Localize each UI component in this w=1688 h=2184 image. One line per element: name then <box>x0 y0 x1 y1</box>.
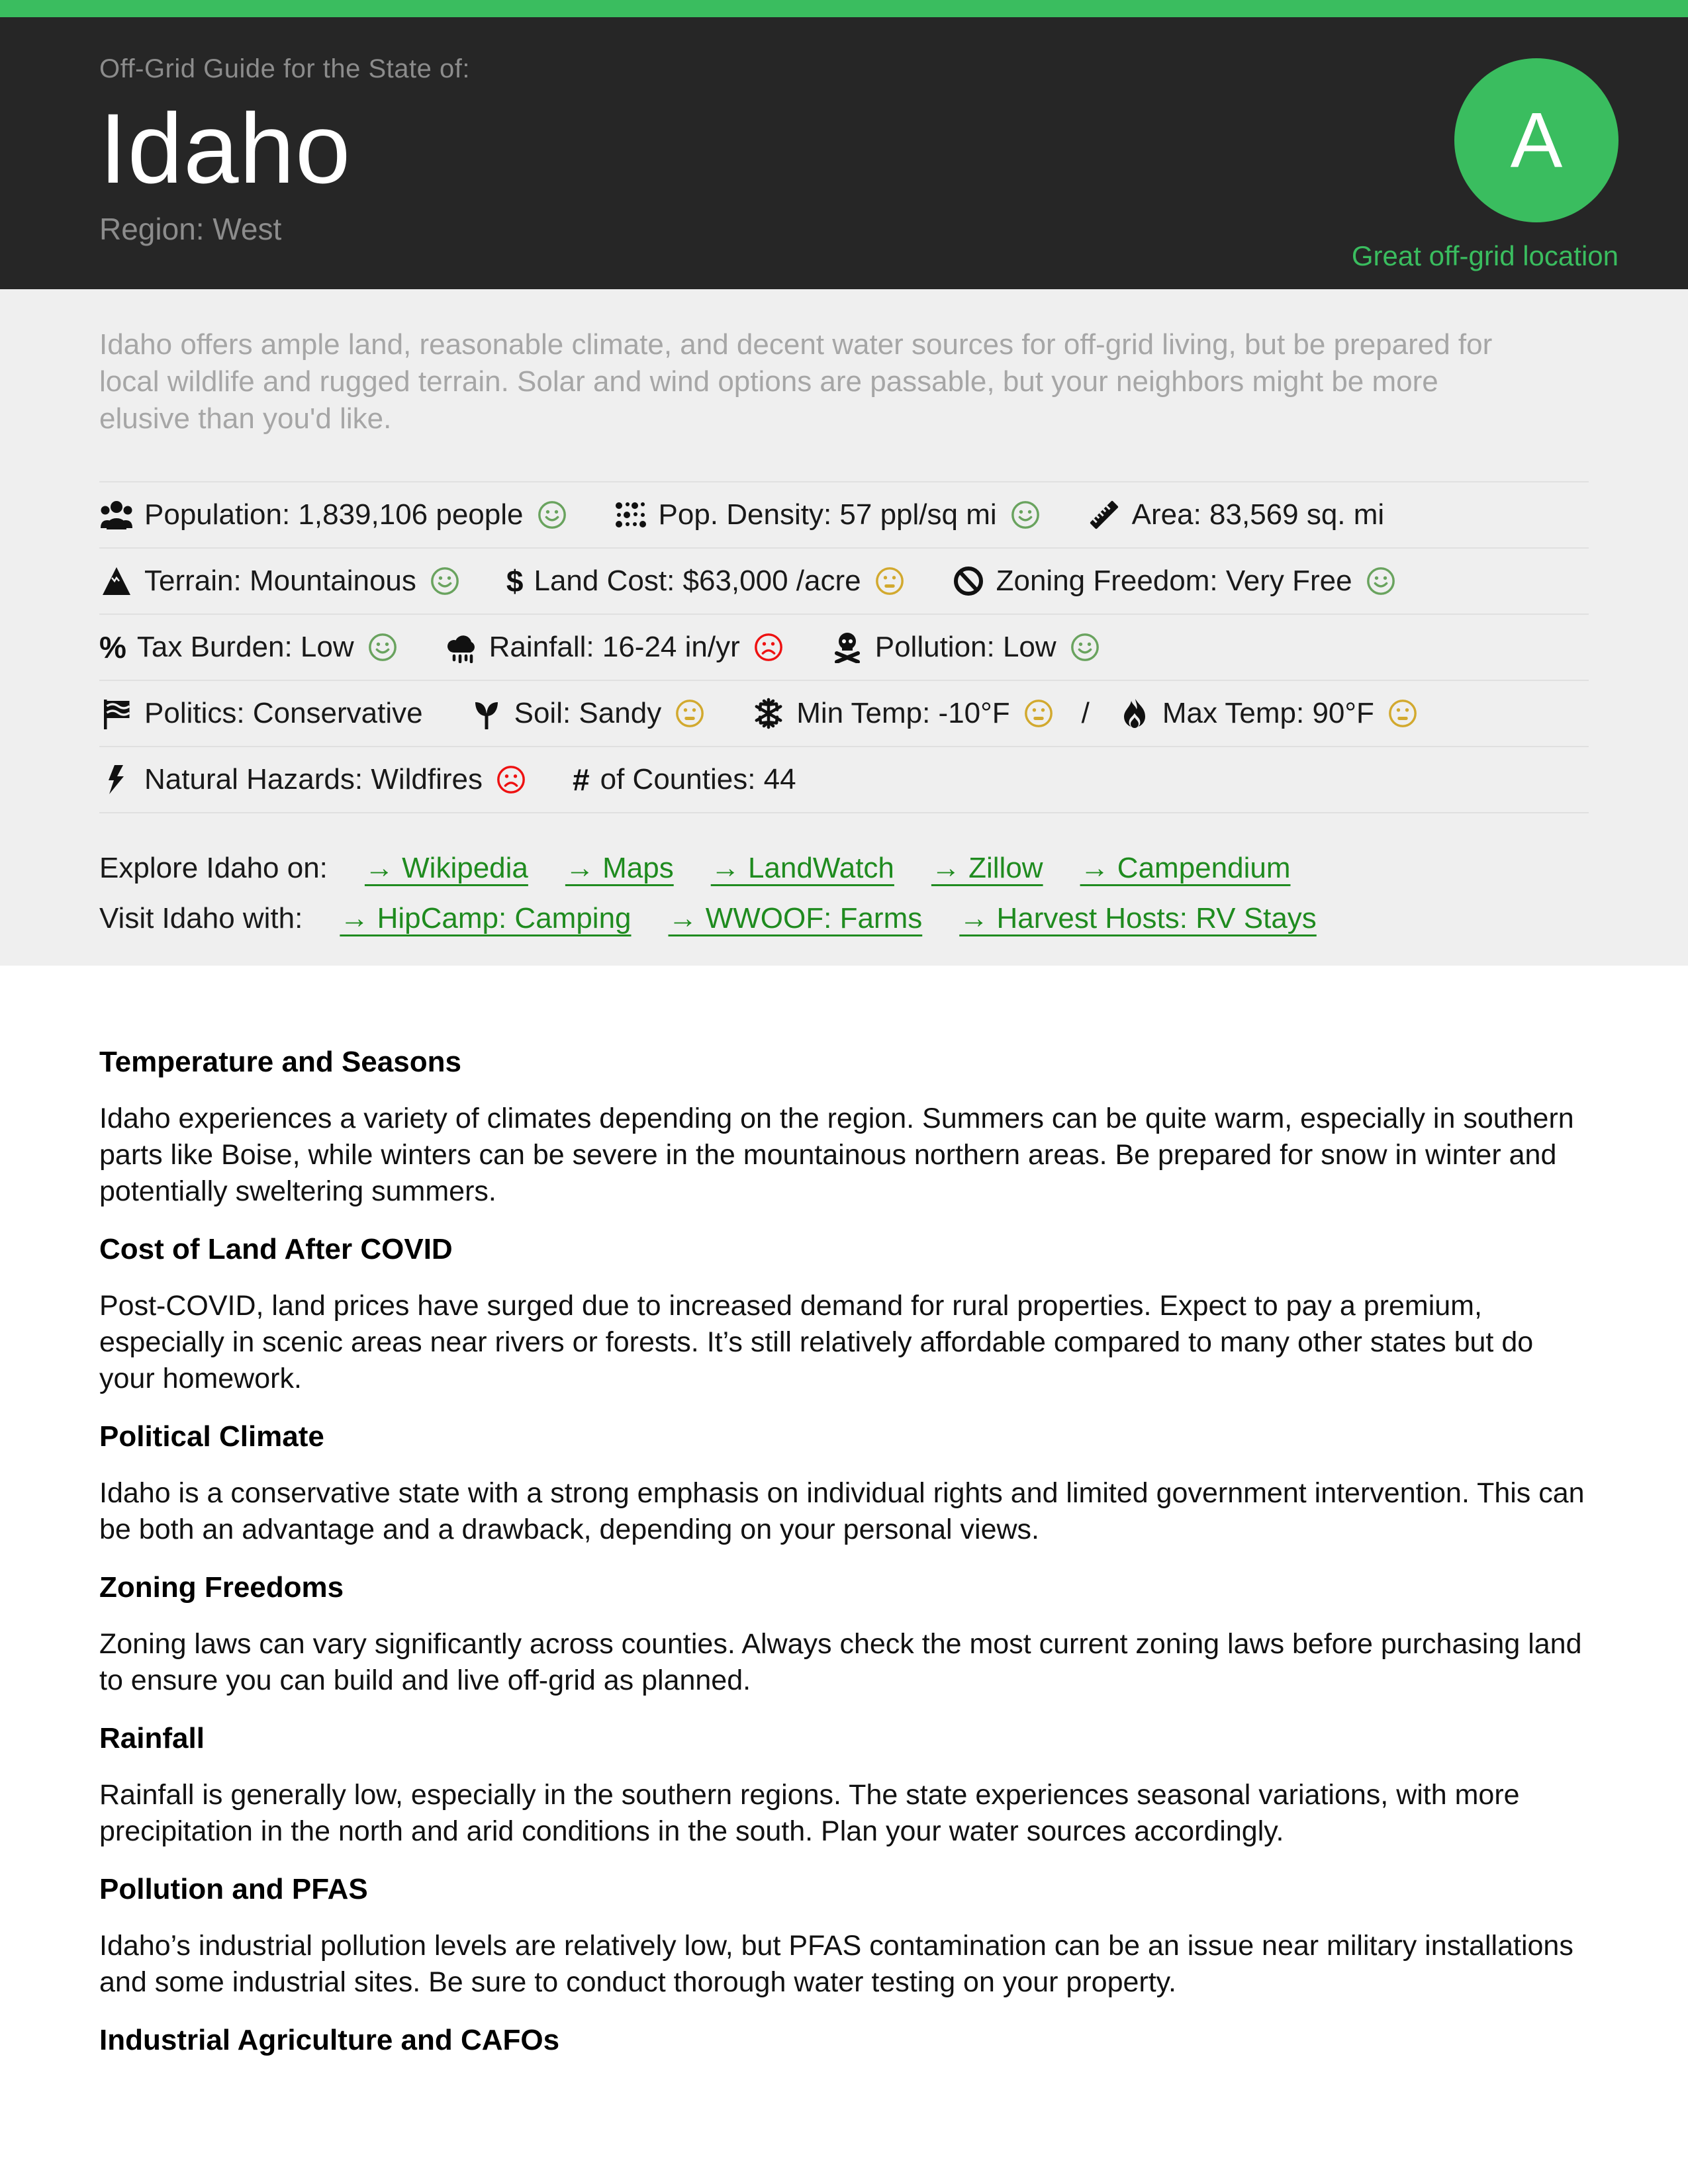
snowflake-icon <box>751 697 786 730</box>
link-hipcamp[interactable]: → HipCamp: Camping <box>340 902 632 934</box>
section-zoning <box>99 1570 1589 1699</box>
section-heading: Zoning Freedoms <box>99 1571 344 1604</box>
stat-label: Rainfall: 16-24 in/yr <box>489 631 740 663</box>
stat-density <box>614 498 1041 531</box>
stat-max-temp <box>1117 697 1418 730</box>
links-block <box>99 852 1589 935</box>
seedling-icon <box>469 697 504 730</box>
summary-panel <box>0 289 1688 966</box>
flag-icon <box>99 697 134 730</box>
stats-row-3 <box>99 615 1589 681</box>
stat-area <box>1087 498 1385 531</box>
no-sign-icon <box>951 565 986 598</box>
stat-pollution <box>830 631 1100 664</box>
link-zillow[interactable]: → Zillow <box>931 852 1043 884</box>
stat-label: Land Cost: $63,000 /acre <box>534 565 861 597</box>
stats-row-4 <box>99 681 1589 747</box>
stat-tax <box>99 629 398 665</box>
people-icon <box>99 498 134 531</box>
neutral-face-icon <box>675 698 705 729</box>
explore-label: Explore Idaho on: <box>99 852 328 884</box>
good-face-icon <box>1010 500 1041 530</box>
stat-zoning <box>951 565 1396 598</box>
good-face-icon <box>367 632 398 662</box>
link-wwoof[interactable]: → WWOOF: Farms <box>668 902 923 934</box>
page-title: Idaho <box>99 93 352 204</box>
stat-counties <box>573 762 796 797</box>
section-paragraph: Zoning laws can vary significantly across counties. Always check the most current zoning laws before purchasing land to ensure you can build and live off-grid as planned. <box>99 1628 1582 1696</box>
temp-separator: / <box>1081 697 1090 729</box>
stat-label: Min Temp: -10°F <box>796 697 1010 729</box>
stat-terrain <box>99 565 460 598</box>
stat-rainfall <box>444 631 784 664</box>
visit-label: Visit Idaho with: <box>99 902 303 934</box>
link-landwatch[interactable]: → LandWatch <box>710 852 894 884</box>
link-maps[interactable]: → Maps <box>565 852 674 884</box>
good-face-icon <box>537 500 567 530</box>
section-heading: Rainfall <box>99 1722 205 1754</box>
ruler-icon <box>1087 498 1121 531</box>
stat-label: Area: 83,569 sq. mi <box>1131 498 1385 531</box>
sad-face-icon <box>496 764 526 795</box>
lightning-icon <box>99 763 134 796</box>
section-pollution <box>99 1872 1589 2001</box>
percent-icon: % <box>99 630 126 664</box>
mountain-icon <box>99 565 134 598</box>
section-heading: Political Climate <box>99 1420 324 1453</box>
section-land-cost <box>99 1232 1589 1397</box>
dollar-icon: $ <box>506 564 524 598</box>
neutral-face-icon <box>1387 698 1418 729</box>
section-political-climate <box>99 1420 1589 1548</box>
hash-icon: # <box>573 762 590 797</box>
good-face-icon <box>1366 566 1396 596</box>
stat-label: Soil: Sandy <box>514 697 662 729</box>
stat-label: Population: 1,839,106 people <box>144 498 524 531</box>
stat-label: Max Temp: 90°F <box>1162 697 1374 729</box>
stat-label: Pollution: Low <box>874 631 1056 663</box>
stat-label: Tax Burden: Low <box>136 631 354 663</box>
explore-links-row <box>99 852 1589 885</box>
flame-icon <box>1117 697 1152 730</box>
visit-links-row <box>99 902 1589 935</box>
stat-min-temp <box>751 697 1053 730</box>
stats-row-5 <box>99 747 1589 813</box>
section-heading: Cost of Land After COVID <box>99 1233 453 1265</box>
stat-label: of Counties: 44 <box>600 763 796 796</box>
state-summary: Idaho offers ample land, reasonable climate, and decent water sources for off-grid living, but be prepared for local wildlife and rugged terrain. Solar and wind options are passable, but your neighbors might be more elusive than you'd like. <box>99 328 1493 435</box>
page-header <box>0 17 1688 289</box>
stat-label: Zoning Freedom: Very Free <box>996 565 1352 597</box>
stat-label: Pop. Density: 57 ppl/sq mi <box>658 498 997 531</box>
section-heading: Temperature and Seasons <box>99 1046 461 1078</box>
section-paragraph: Post-COVID, land prices have surged due to increased demand for rural properties. Expect to pay a premium, especially in scenic areas near rivers or forests. It’s still relatively affordable compared to many other states but do your homework. <box>99 1290 1534 1394</box>
section-heading: Pollution and PFAS <box>99 1873 368 1905</box>
grade-badge <box>1454 58 1618 222</box>
neutral-face-icon <box>1023 698 1054 729</box>
grade-caption: Great off-grid location <box>1351 240 1618 271</box>
link-campendium[interactable]: → Campendium <box>1080 852 1291 884</box>
stat-land-cost <box>506 563 905 599</box>
section-temperature <box>99 1045 1589 1210</box>
neutral-face-icon <box>874 566 905 596</box>
good-face-icon <box>1070 632 1100 662</box>
stat-label: Terrain: Mountainous <box>144 565 416 597</box>
header-kicker: Off-Grid Guide for the State of: <box>99 54 470 83</box>
section-paragraph: Idaho’s industrial pollution levels are relatively low, but PFAS contamination can be an issue near military installations and some industrial sites. Be sure to conduct thorough water testing on your property. <box>99 1930 1573 1998</box>
stat-population <box>99 498 567 531</box>
section-heading: Industrial Agriculture and CAFOs <box>99 2024 560 2056</box>
grade-letter: A <box>1510 97 1563 184</box>
density-dots-icon <box>614 498 648 531</box>
article-body <box>0 966 1688 2058</box>
stats-row-2 <box>99 549 1589 615</box>
stat-soil <box>469 697 706 730</box>
stats-table <box>99 481 1589 813</box>
skull-icon <box>830 631 865 664</box>
section-paragraph: Idaho is a conservative state with a strong emphasis on individual rights and limited government intervention. This can be both an advantage and a drawback, depending on your personal views. <box>99 1477 1585 1545</box>
section-rainfall <box>99 1721 1589 1850</box>
good-face-icon <box>430 566 460 596</box>
section-industrial-ag <box>99 2023 1589 2058</box>
stats-row-1 <box>99 482 1589 549</box>
stat-politics <box>99 697 423 730</box>
section-paragraph: Rainfall is generally low, especially in the southern regions. The state experiences seasonal variations, with more precipitation in the north and arid conditions in the south. Plan your water sources accordingly. <box>99 1779 1520 1847</box>
link-wikipedia[interactable]: → Wikipedia <box>364 852 528 884</box>
stat-label: Politics: Conservative <box>144 697 423 729</box>
region-label: Region: West <box>99 212 282 246</box>
top-accent-bar <box>0 0 1688 17</box>
stat-label: Natural Hazards: Wildfires <box>144 763 483 796</box>
stat-hazards <box>99 763 526 796</box>
sad-face-icon <box>753 632 784 662</box>
link-harvest-hosts[interactable]: → Harvest Hosts: RV Stays <box>959 902 1317 934</box>
rain-cloud-icon <box>444 631 479 664</box>
section-paragraph: Idaho experiences a variety of climates depending on the region. Summers can be quite warm, especially in southern parts like Boise, while winters can be severe in the mountainous northern areas. Be prepared for snow in winter and potentially sweltering summers. <box>99 1103 1574 1207</box>
